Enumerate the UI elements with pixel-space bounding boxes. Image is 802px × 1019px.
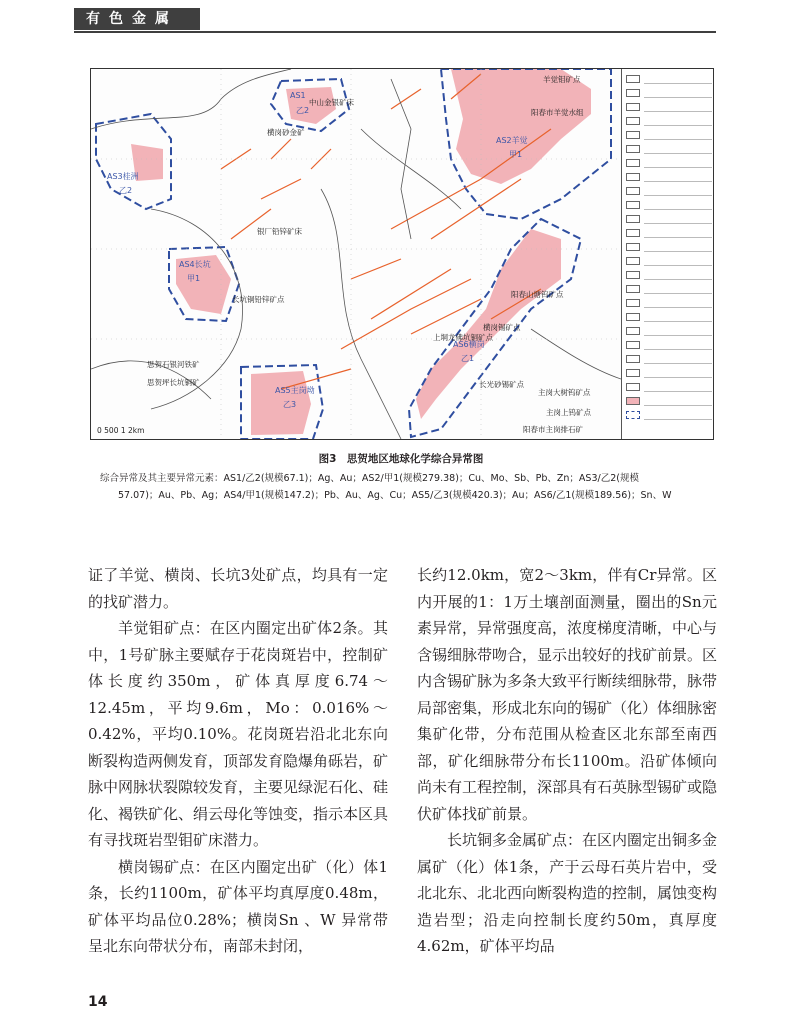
- legend-item: [626, 173, 714, 182]
- map-legend: [621, 69, 714, 439]
- legend-swatch: [626, 313, 640, 321]
- paragraph: 证了羊觉、横岗、长坑3处矿点，均具有一定的找矿潜力。: [88, 566, 388, 611]
- geochemical-anomaly-map: [90, 68, 714, 440]
- legend-swatch: [626, 285, 640, 293]
- anomaly-zone-as2: [451, 69, 591, 184]
- legend-item: [626, 215, 714, 224]
- legend-item: [626, 131, 714, 140]
- legend-text-line: [644, 131, 712, 140]
- anomaly-grade-as2: 甲1: [509, 150, 523, 159]
- legend-swatch: [626, 383, 640, 391]
- legend-text-line: [644, 243, 712, 252]
- map-label-changkeng: 长坑铜铅锌矿点: [232, 295, 285, 304]
- legend-swatch: [626, 173, 640, 181]
- legend-swatch: [626, 89, 640, 97]
- map-label-shangdong: 上垌龙佛坑铜矿点: [433, 333, 493, 342]
- legend-text-line: [644, 397, 712, 406]
- legend-item: [626, 117, 714, 126]
- map-label-yangxuan: 羊觉钼矿点: [543, 75, 581, 84]
- map-label-zhongshan: 中山金银矿床: [309, 98, 354, 107]
- legend-text-line: [644, 187, 712, 196]
- legend-swatch: [626, 159, 640, 167]
- map-label-yinchang: 银厂铅锌矿床: [257, 227, 302, 236]
- legend-swatch: [626, 229, 640, 237]
- legend-text-line: [644, 229, 712, 238]
- legend-swatch: [626, 243, 640, 251]
- anomaly-grade-as5: 乙3: [283, 400, 297, 409]
- map-label-yangchun: 阳春市羊觉水组: [531, 108, 584, 117]
- legend-text-line: [644, 285, 712, 294]
- map-label-hengang-sha: 横岗砂金矿: [267, 128, 305, 137]
- legend-swatch: [626, 75, 640, 83]
- legend-item: [626, 299, 714, 308]
- anomaly-grade-as1: 乙2: [296, 106, 310, 115]
- paragraph: 羊觉钼矿点：在区内圈定出矿体2条。其中，1号矿脉主要赋存于花岗斑岩中，控制矿体长度约350m，矿体真厚度6.74～12.45m，平均9.6m，Mo：0.016%～0.42%，平均0.10%。花岗斑岩沿北北东向断裂构造两侧发育，顶部发育隐爆角砾岩，矿脉中网脉状裂隙较发育，主要见绿泥石化、硅化、褐铁矿化、绢云母化等蚀变，指示本区具有寻找斑岩型钼矿床潜力。: [88, 619, 389, 849]
- anomaly-label-as5: AS5主岗坳: [275, 386, 315, 395]
- legend-item: [626, 145, 714, 154]
- figure-note-line: 57.07)；Au、Pb、Ag；AS4/甲1(规模147.2)；Pb、Au、Ag、Cu；AS5/乙3(规模420.3)；Au；AS6/乙1(规模189.56)；Sn、W: [118, 490, 672, 501]
- map-label-sihe-chang: 思贺坪长坑铜矿: [147, 378, 200, 387]
- paragraph: 长坑铜多金属矿点：在区内圈定出铜多金属矿（化）体1条，产于云母石英片岩中，受北北东、北北西向断裂构造的控制，属蚀变构造岩型；沿走向控制长度约50m，真厚度4.62m，矿体平均品: [417, 831, 718, 955]
- legend-item: [626, 201, 714, 210]
- legend-text-line: [644, 369, 712, 378]
- geological-contact: [361, 129, 461, 209]
- legend-text-line: [644, 103, 712, 112]
- legend-item: [626, 159, 714, 168]
- legend-text-line: [644, 299, 712, 308]
- map-scale: 0 500 1 2km: [97, 426, 145, 435]
- paragraph: 长约12.0km，宽2～3km，伴有Cr异常。区内开展的1：1万土壤剖面测量，圈出的Sn元素异常，异常强度高，浓度梯度清晰，中心与含锡细脉带吻合，显示出较好的找矿前景。区内含锡矿脉为多条大致平行断续细脉带，脉带局部密集，形成北东向的锡矿（化）体细脉密集矿化带，分布范围从检查区北东部至南西部，矿化细脉带分布长1100m。沿矿体倾向尚未有工程控制，深部具有石英脉型锡矿或隐伏矿体找矿前景。: [417, 566, 718, 823]
- legend-item: [626, 229, 714, 238]
- legend-item: [626, 313, 714, 322]
- anomaly-label-as4: AS4长坑: [179, 260, 211, 269]
- legend-item: [626, 243, 714, 252]
- geological-contact: [321, 189, 401, 439]
- header-rule: [74, 31, 716, 33]
- legend-item: [626, 397, 714, 406]
- legend-text-line: [644, 75, 712, 84]
- legend-item: [626, 271, 714, 280]
- legend-swatch: [626, 299, 640, 307]
- legend-item: [626, 341, 714, 350]
- legend-swatch: [626, 369, 640, 377]
- map-label-henggang-tin: 横岗锡矿点: [483, 323, 521, 332]
- anomaly-label-as1: AS1: [290, 91, 306, 100]
- figure-caption: 图3 思贺地区地球化学综合异常图: [318, 453, 484, 465]
- legend-item: [626, 327, 714, 336]
- legend-text-line: [644, 313, 712, 322]
- anomaly-grade-as3: 乙2: [119, 186, 133, 195]
- fault-line: [371, 269, 451, 319]
- anomaly-grade-as6: 乙1: [461, 354, 475, 363]
- legend-item: [626, 369, 714, 378]
- geological-contact: [531, 329, 621, 379]
- legend-swatch: [626, 103, 640, 111]
- map-label-dawan: 主岗大树钨矿点: [538, 388, 591, 397]
- fault-line: [351, 259, 401, 279]
- legend-item: [626, 383, 714, 392]
- legend-item: [626, 103, 714, 112]
- fault-line: [431, 179, 521, 239]
- legend-swatch: [626, 271, 640, 279]
- page-number: 14: [88, 994, 108, 1010]
- legend-text-line: [644, 201, 712, 210]
- legend-item: [626, 285, 714, 294]
- legend-swatch: [626, 187, 640, 195]
- fault-line: [391, 89, 421, 109]
- map-label-heshan: 阳春山塘钨矿点: [511, 290, 564, 299]
- figure-note: [100, 470, 710, 504]
- legend-text-line: [644, 173, 712, 182]
- legend-swatch: [626, 355, 640, 363]
- legend-text-line: [644, 215, 712, 224]
- legend-text-line: [644, 117, 712, 126]
- legend-item: [626, 411, 714, 420]
- legend-swatch-anomaly: [626, 397, 640, 405]
- legend-text-line: [644, 341, 712, 350]
- legend-item: [626, 75, 714, 84]
- figure-note-line: 综合异常及其主要异常元素：AS1/乙2(规模67.1)；Ag、Au；AS2/甲1(规模279.38)；Cu、Mo、Sb、Pb、Zn；AS3/乙2(规模: [100, 473, 639, 484]
- legend-swatch: [626, 341, 640, 349]
- legend-text-line: [644, 271, 712, 280]
- anomaly-label-as3: AS3桂洲: [107, 172, 139, 181]
- legend-swatch: [626, 327, 640, 335]
- fault-line: [261, 179, 301, 199]
- map-label-shangbei: 主岗上钨矿点: [546, 408, 591, 417]
- map-label-changguang: 长光砂锡矿点: [479, 380, 524, 389]
- legend-text-line: [644, 327, 712, 336]
- legend-swatch: [626, 117, 640, 125]
- legend-item: [626, 257, 714, 266]
- journal-header: 有色金属: [74, 8, 200, 30]
- legend-text-line: [644, 257, 712, 266]
- legend-text-line: [644, 159, 712, 168]
- map-label-yangchun-shi: 阳春市主岗排石矿: [523, 425, 583, 434]
- legend-item: [626, 187, 714, 196]
- legend-text-line: [644, 411, 712, 420]
- legend-text-line: [644, 145, 712, 154]
- legend-swatch: [626, 131, 640, 139]
- legend-swatch: [626, 257, 640, 265]
- legend-text-line: [644, 355, 712, 364]
- legend-swatch-boundary: [626, 411, 640, 419]
- legend-swatch: [626, 145, 640, 153]
- anomaly-zone-as5: [251, 371, 311, 435]
- legend-swatch: [626, 201, 640, 209]
- text-column-right: [417, 562, 717, 960]
- anomaly-label-as6: AS6横岗: [453, 340, 485, 349]
- paragraph: 横岗锡矿点：在区内圈定出矿（化）体1条，长约1100m，矿体平均真厚度0.48m，矿体平均品位0.28%；横岗Sn 、W 异常带呈北东向带状分布，南部未封闭，: [88, 857, 388, 955]
- legend-swatch: [626, 215, 640, 223]
- anomaly-label-as2: AS2羊觉: [496, 136, 528, 145]
- anomaly-grade-as4: 甲1: [187, 274, 201, 283]
- legend-text-line: [644, 383, 712, 392]
- legend-item: [626, 355, 714, 364]
- legend-item: [626, 89, 714, 98]
- legend-text-line: [644, 89, 712, 98]
- map-label-sihe-shihe: 思贺石银河铁矿: [147, 360, 200, 369]
- text-column-left: [88, 562, 388, 960]
- fault-line: [271, 139, 291, 159]
